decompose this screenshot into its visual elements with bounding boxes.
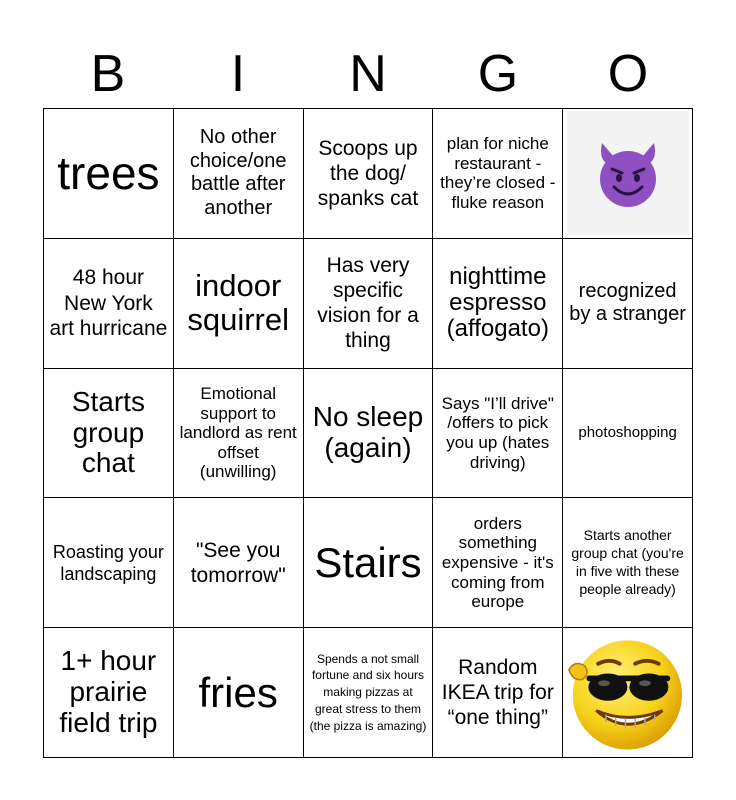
cell-text: Starts another group chat (you're in five with these people already) — [571, 526, 684, 597]
header-letter-b: B — [90, 45, 126, 103]
bingo-cell[interactable] — [304, 109, 434, 239]
bingo-cell[interactable] — [433, 369, 563, 499]
bingo-cell[interactable] — [174, 239, 304, 369]
bingo-cell[interactable] — [433, 628, 563, 758]
bingo-cell[interactable] — [563, 628, 693, 758]
cell-text: Starts group chat — [71, 385, 145, 479]
bingo-cell[interactable] — [44, 628, 174, 758]
bingo-cell[interactable] — [433, 498, 563, 628]
bingo-cell[interactable] — [304, 498, 434, 628]
cell-text: recognized by a stranger — [569, 279, 686, 326]
bingo-cell[interactable] — [563, 498, 693, 628]
cell-text: Scoops up the dog/ spanks cat — [317, 136, 419, 210]
bingo-cell[interactable] — [563, 369, 693, 499]
cell-text: Stairs — [314, 538, 422, 586]
cell-text: nighttime espresso (affogato) — [446, 262, 549, 343]
cell-text: 48 hour New York art hurricane — [49, 266, 168, 340]
bingo-cell[interactable] — [174, 369, 304, 499]
bingo-cell[interactable] — [304, 369, 434, 499]
cell-text: No sleep (again) — [312, 401, 424, 463]
cell-text: Spends a not small fortune and six hours making pizzas at great stress to them (the pizza is amazing) — [309, 651, 427, 733]
bingo-cell[interactable] — [563, 239, 693, 369]
cell-text: 1+ hour prairie field trip — [59, 645, 158, 738]
header-letter-i: I — [230, 45, 246, 103]
bingo-cell[interactable] — [174, 109, 304, 239]
bingo-cell[interactable] — [433, 239, 563, 369]
bingo-cell[interactable] — [174, 628, 304, 758]
bingo-cell[interactable] — [44, 369, 174, 499]
bingo-header — [43, 42, 693, 106]
bingo-cell[interactable] — [304, 239, 434, 369]
cell-text: Roasting your landscaping — [52, 541, 164, 584]
cell-text: fries — [198, 668, 278, 716]
bingo-cell[interactable] — [44, 109, 174, 239]
cell-text: indoor squirrel — [187, 268, 290, 338]
bingo-cell[interactable] — [44, 239, 174, 369]
bingo-board — [43, 108, 693, 758]
bingo-cell[interactable] — [563, 109, 693, 239]
cell-text: photoshopping — [578, 423, 677, 441]
header-letter-o: O — [607, 45, 649, 103]
cell-text: No other choice/one battle after another — [189, 126, 287, 219]
bingo-cell[interactable] — [304, 628, 434, 758]
bingo-cell[interactable] — [44, 498, 174, 628]
bingo-cell[interactable] — [174, 498, 304, 628]
cell-text: orders something expensive - it's coming from europe — [441, 513, 554, 612]
cell-text: "See you tomorrow" — [190, 538, 286, 587]
smiling-devil-icon — [567, 111, 689, 235]
header-letter-n: N — [349, 45, 387, 103]
bingo-cell[interactable] — [433, 109, 563, 239]
cell-text: Emotional support to landlord as rent offset (unwilling) — [179, 384, 297, 482]
cell-text: Random IKEA trip for “one thing” — [441, 655, 554, 730]
header-letter-g: G — [477, 45, 519, 103]
cell-text: Says "I’ll drive" /offers to pick you up (hates driving) — [441, 393, 554, 472]
cool-sunglasses-smiley-icon — [565, 629, 690, 757]
cell-text: Has very specific vision for a thing — [317, 253, 419, 353]
cell-text: trees — [57, 147, 160, 200]
cell-text: plan for niche restaurant - they’re closed - fluke reason — [440, 134, 556, 212]
